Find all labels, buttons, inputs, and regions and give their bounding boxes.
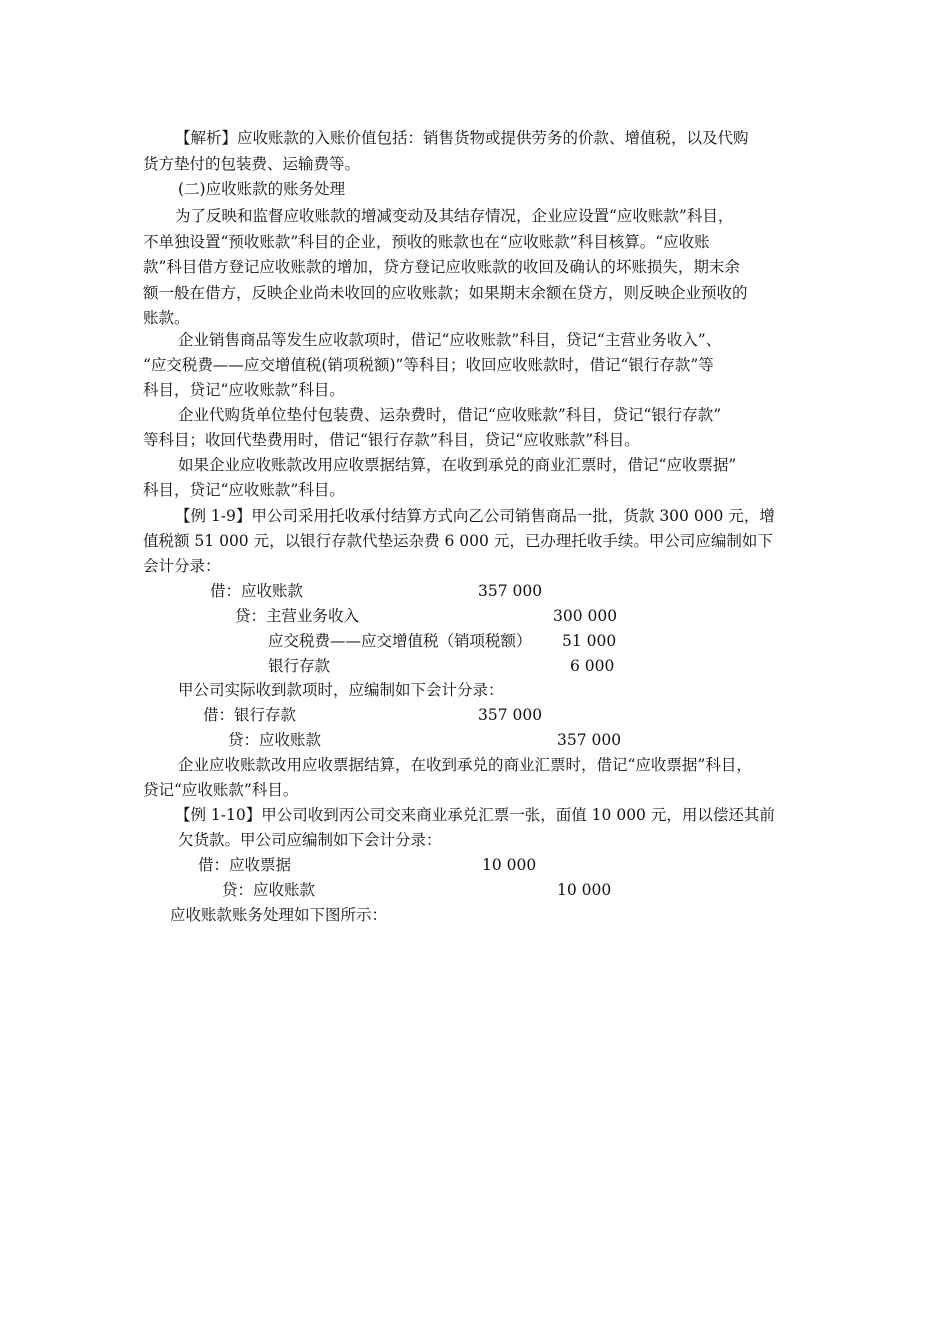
example-9-credit-2-account: 应交税费——应交增值税（销项税额）	[268, 632, 532, 650]
example-9-line-3: 会计分录：	[143, 557, 221, 575]
example-10-line-1: 【例 1-10】甲公司收到丙公司交来商业承兑汇票一张，面值 10 000 元，用以偿还其前	[175, 806, 775, 824]
paragraph-5-line-2: 贷记“应收账款”科目。	[143, 781, 299, 799]
paragraph-3-line-1: 企业代购货单位垫付包装费、运杂费时，借记“应收账款”科目，贷记“银行存款”	[178, 406, 722, 424]
analysis-line-1: 【解析】应收账款的入账价值包括：销售货物或提供劳务的价款、增值税，以及代购	[175, 129, 749, 147]
example-9-entry-2-credit-amount: 357 000	[557, 731, 622, 749]
example-9-line-2: 值税额 51 000 元，以银行存款代垫运杂费 6 000 元，已办理托收手续。甲公司应编制如下	[143, 532, 773, 550]
example-9-line-1: 【例 1-9】甲公司采用托收承付结算方式向乙公司销售商品一批，货款 300 000 元，增	[175, 507, 775, 525]
paragraph-2-line-3: 科目，贷记“应收账款”科目。	[143, 381, 345, 399]
example-9-entry-2-debit-amount: 357 000	[478, 706, 543, 724]
paragraph-4-line-1: 如果企业应收账款改用应收票据结算，在收到承兑的商业汇票时，借记“应收票据”	[178, 456, 737, 474]
paragraph-1-line-3: 款”科目借方登记应收账款的增加，贷方登记应收账款的收回及确认的坏账损失，期末余	[143, 258, 740, 276]
example-10-debit-amount: 10 000	[482, 856, 537, 874]
closing-line: 应收账款账务处理如下图所示：	[170, 906, 388, 924]
paragraph-1-line-1: 为了反映和监督应收账款的增减变动及其结存情况，企业应设置“应收账款”科目，	[175, 207, 734, 225]
paragraph-1-line-5: 账款。	[143, 309, 190, 327]
paragraph-3-line-2: 等科目；收回代垫费用时，借记“银行存款”科目，贷记“应收账款”科目。	[143, 431, 640, 449]
paragraph-2-line-2: “应交税费——应交增值税(销项税额)”等科目；收回应收账款时，借记“银行存款”等	[143, 356, 714, 374]
example-9-credit-3-account: 银行存款	[268, 657, 331, 675]
example-10-debit-account: 借：应收票据	[198, 856, 292, 874]
example-9-credit-1-account: 贷：主营业务收入	[235, 607, 360, 625]
paragraph-5-line-1: 企业应收账款改用应收票据结算，在收到承兑的商业汇票时，借记“应收票据”科目，	[178, 756, 752, 774]
example-10-credit-account: 贷：应收账款	[222, 881, 316, 899]
example-9-credit-2-amount: 51 000	[562, 632, 617, 650]
example-9-debit-amount: 357 000	[478, 582, 543, 600]
example-10-credit-amount: 10 000	[557, 881, 612, 899]
example-10-line-2: 欠货款。甲公司应编制如下会计分录：	[178, 831, 442, 849]
paragraph-2-line-1: 企业销售商品等发生应收款项时，借记“应收账款”科目，贷记“主营业务收入”、	[178, 331, 722, 349]
paragraph-1-line-2: 不单独设置“预收账款”科目的企业，预收的账款也在“应收账款”科目核算。“应收账	[143, 233, 710, 251]
section-heading: (二)应收账款的账务处理	[178, 180, 346, 198]
paragraph-4-line-2: 科目，贷记“应收账款”科目。	[143, 481, 345, 499]
example-9-entry-2-credit-account: 贷：应收账款	[228, 731, 322, 749]
example-9-debit-account: 借：应收账款	[210, 582, 304, 600]
example-9-credit-1-amount: 300 000	[553, 607, 618, 625]
example-9-credit-3-amount: 6 000	[570, 657, 615, 675]
example-9-entry-2-debit-account: 借：银行存款	[203, 706, 297, 724]
paragraph-1-line-4: 额一般在借方，反映企业尚未收回的应收账款；如果期末余额在贷方，则反映企业预收的	[143, 284, 748, 302]
example-9-followup: 甲公司实际收到款项时，应编制如下会计分录：	[178, 681, 504, 699]
analysis-line-2: 货方垫付的包装费、运输费等。	[143, 155, 361, 173]
